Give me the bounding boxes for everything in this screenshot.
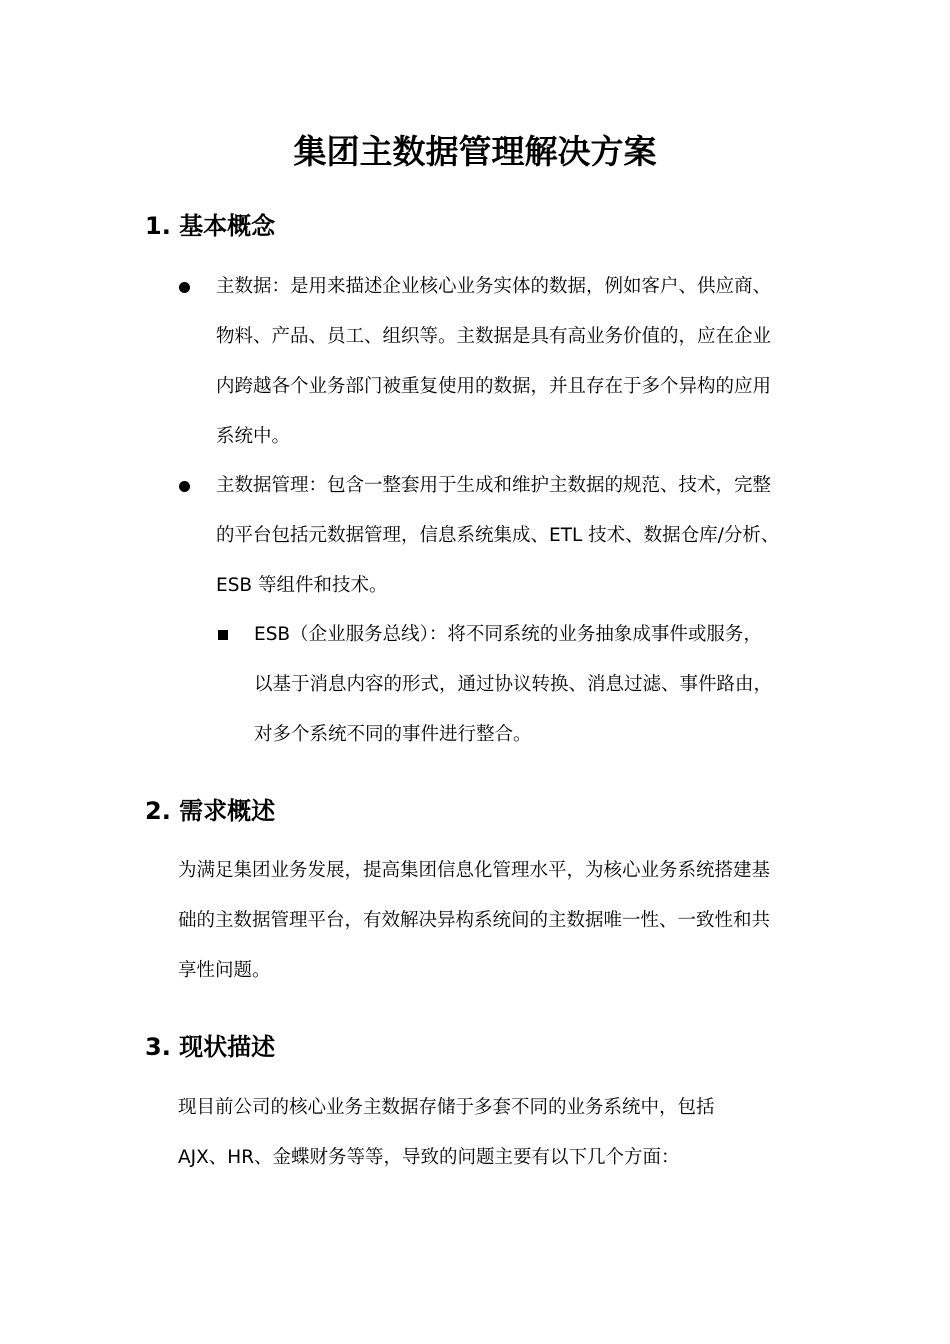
sub-bullet-esb <box>254 610 772 760</box>
sub-bullet-line: 以基于消息内容的形式，通过协议转换、消息过滤、事件路由， <box>254 674 773 695</box>
current-status-paragraph <box>178 1083 715 1183</box>
paragraph-line: AJX、HR、金蝶财务等等，导致的问题主要有以下几个方面： <box>178 1147 680 1168</box>
sub-bullet-line: ESB（企业服务总线）：将不同系统的业务抽象成事件或服务， <box>254 624 762 645</box>
section-heading-current-status: 3. 现状描述 <box>145 1033 276 1061</box>
bullet-master-data-management <box>216 461 779 611</box>
section-heading-basic-concepts: 1. 基本概念 <box>145 212 276 240</box>
sub-bullet-line: 对多个系统不同的事件进行整合。 <box>254 724 532 745</box>
bullet-line: 内跨越各个业务部门被重复使用的数据，并且存在于多个异构的应用 <box>216 376 772 397</box>
paragraph-line: 础的主数据管理平台，有效解决异构系统间的主数据唯一性、一致性和共 <box>178 910 771 931</box>
requirements-paragraph <box>178 846 770 996</box>
bullet-line: 系统中。 <box>216 426 291 447</box>
bullet-line: 物料、产品、员工、组织等。主数据是具有高业务价值的，应在企业 <box>216 326 772 347</box>
bullet-dot-icon <box>179 282 190 293</box>
bullet-square-icon <box>218 630 228 640</box>
section-heading-requirements: 2. 需求概述 <box>145 797 276 825</box>
bullet-line: 主数据：是用来描述企业核心业务实体的数据，例如客户、供应商、 <box>216 276 772 297</box>
bullet-line: ESB 等组件和技术。 <box>216 575 388 596</box>
bullet-master-data <box>216 262 771 462</box>
bullet-line: 的平台包括元数据管理，信息系统集成、ETL 技术、数据仓库/分析、 <box>216 525 780 546</box>
paragraph-line: 享性问题。 <box>178 960 271 981</box>
paragraph-line: 现目前公司的核心业务主数据存储于多套不同的业务系统中，包括 <box>178 1097 715 1118</box>
bullet-dot-icon <box>179 481 190 492</box>
bullet-line: 主数据管理：包含一整套用于生成和维护主数据的规范、技术，完整 <box>216 475 772 496</box>
document-title: 集团主数据管理解决方案 <box>293 132 657 171</box>
paragraph-line: 为满足集团业务发展，提高集团信息化管理水平，为核心业务系统搭建基 <box>178 860 771 881</box>
